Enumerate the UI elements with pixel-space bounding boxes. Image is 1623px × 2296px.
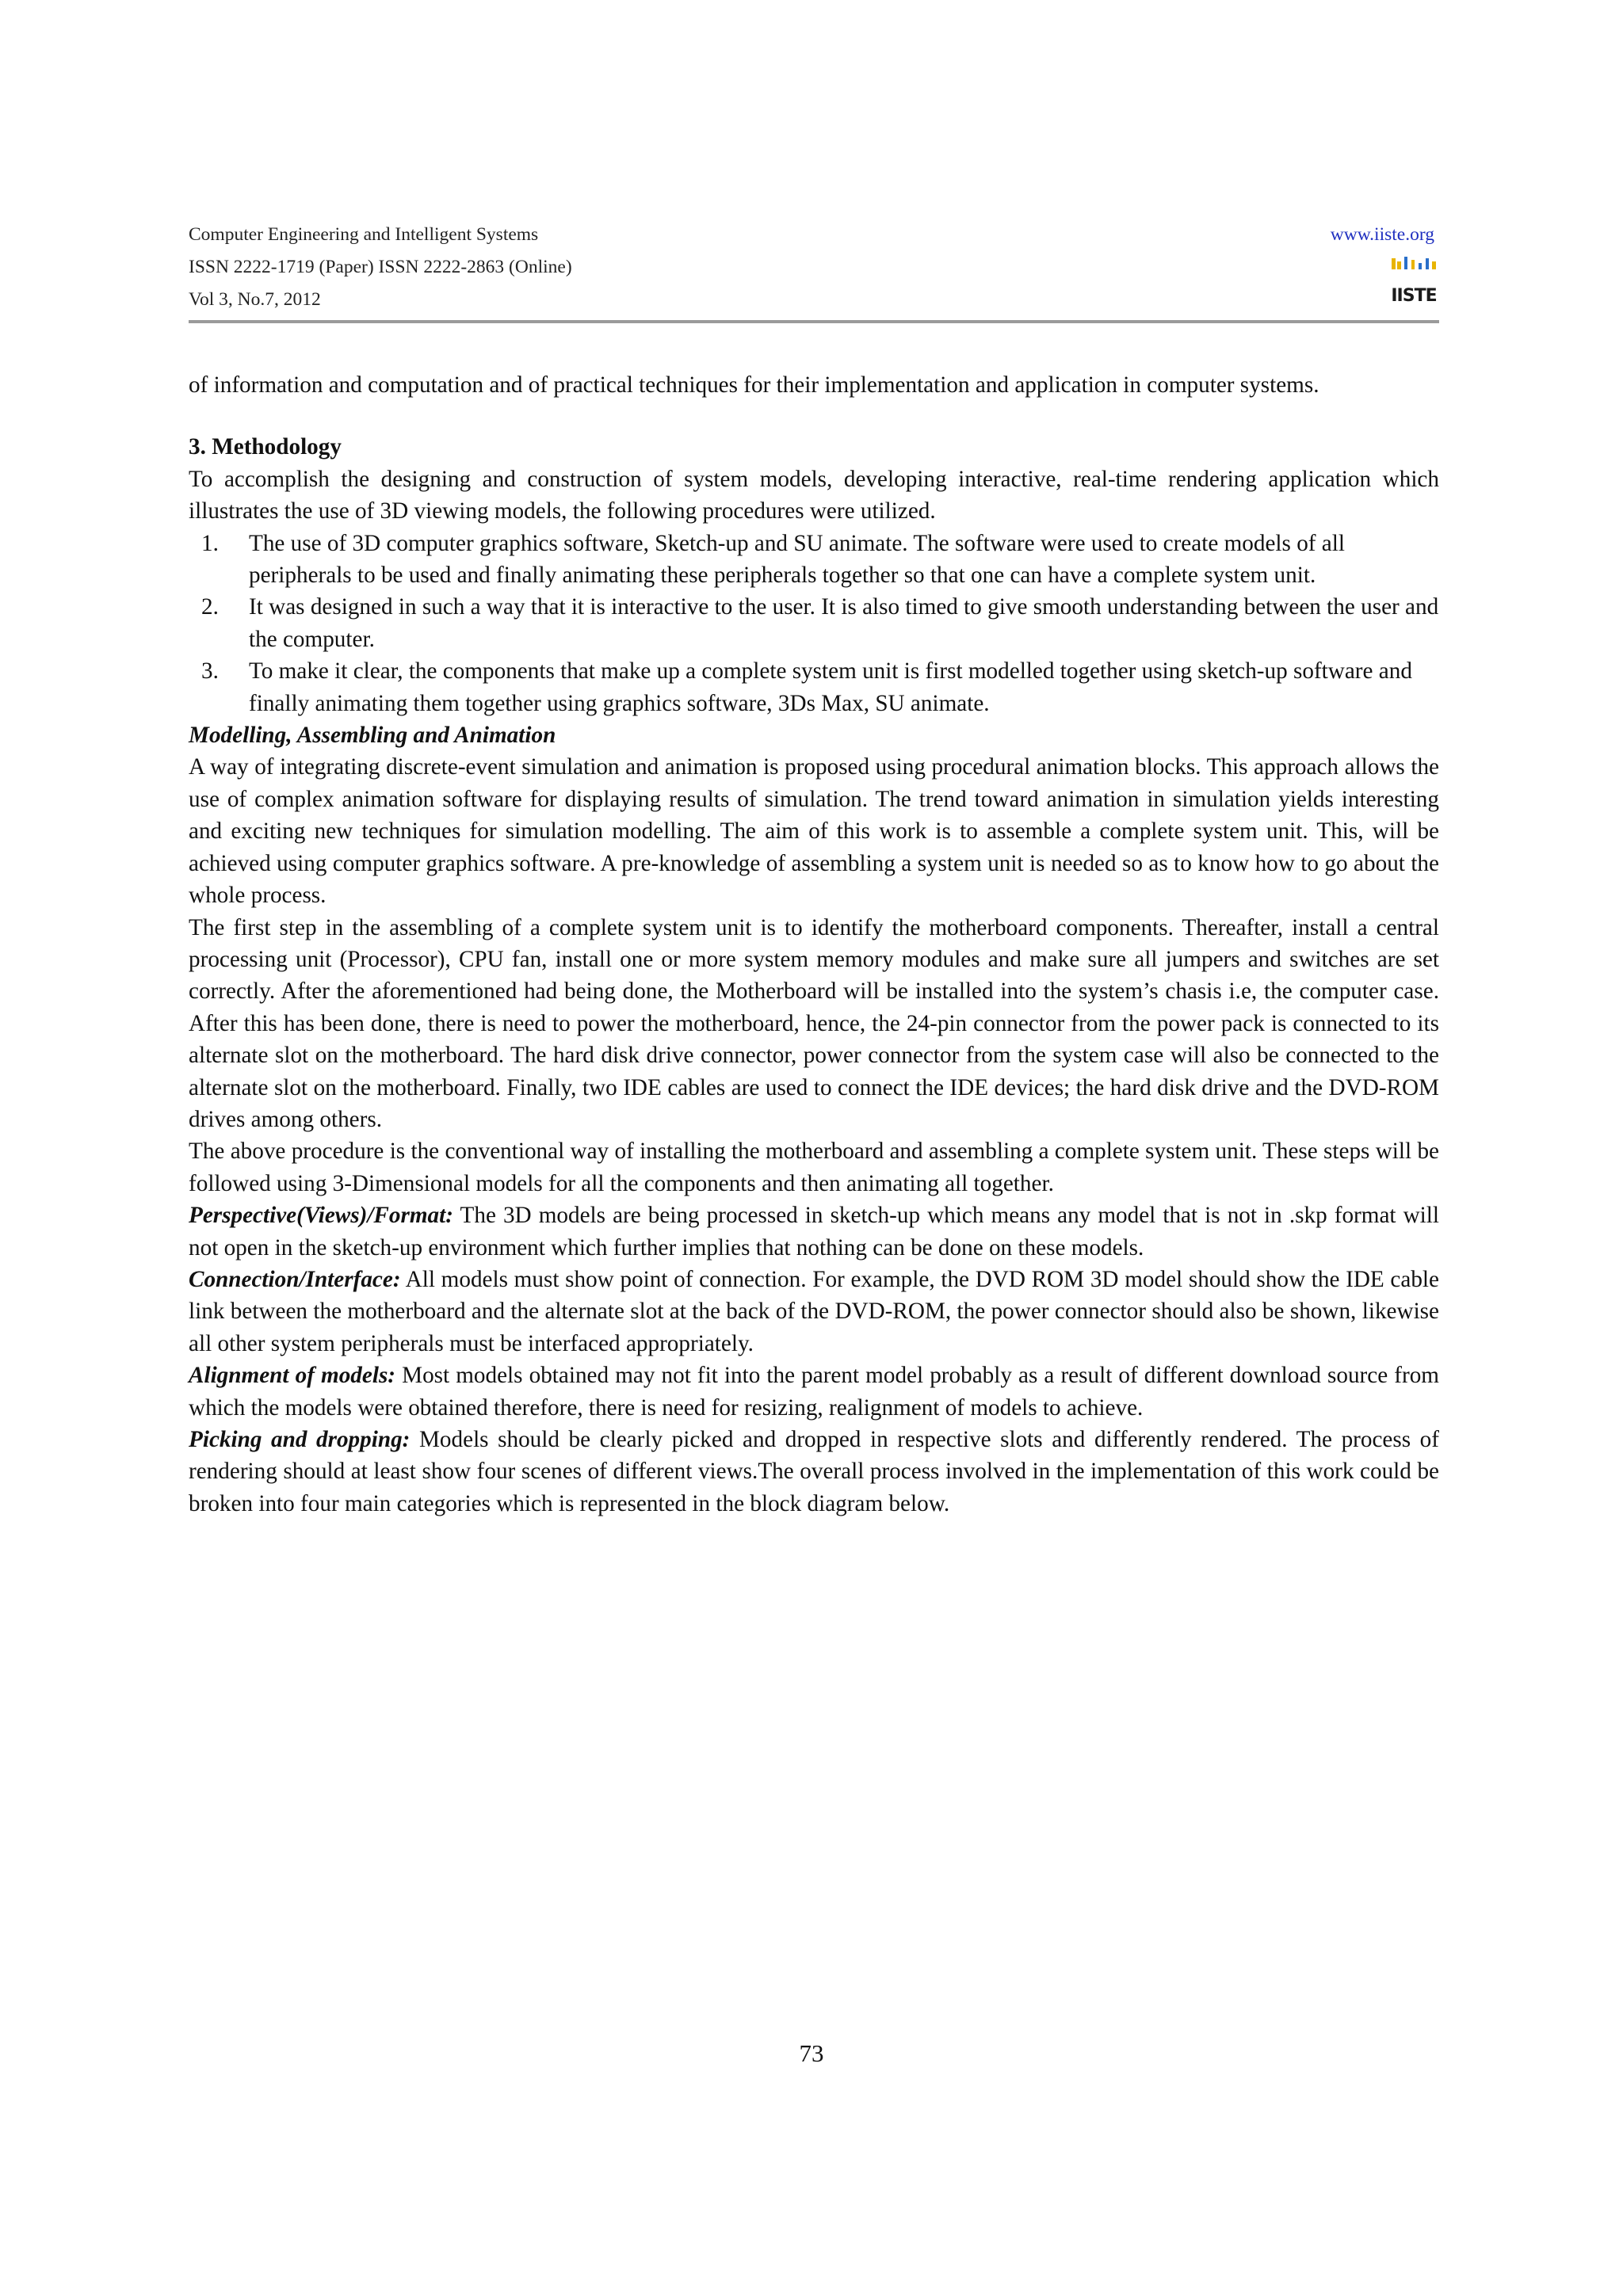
list-item-text: The use of 3D computer graphics software, Sketch-up and SU animate. The software were used to create models of all peripherals to be used and finally animating these peripherals together so that one can have a complete system unit. <box>249 530 1345 589</box>
page-header <box>189 214 1439 325</box>
body-paragraph: The first step in the assembling of a complete system unit is to identify the motherboard components. Thereafter, install a central processing unit (Processor), CPU fan, install one or more system memory modules and make sure all jumpers and switches are set correctly. After the aforementioned had being done, the Motherboard will be installed into the system’s chasis i.e, the computer case. After this has been done, there is need to power the motherboard, hence, the 24-pin connector from the power pack is connected to its alternate slot on the motherboard. The hard disk drive connector, power connector from the system case will also be connected to the alternate slot on the motherboard. Finally, two IDE cables are used to connect the IDE devices; the hard disk drive and the DVD-ROM drives among others. <box>189 914 1439 1132</box>
list-item <box>189 528 1439 592</box>
runin-label: Perspective(Views)/Format: <box>189 1203 453 1229</box>
runin-text: The 3D models are being processed in sketch-up which means any model that is not in .skp format will not open in the sketch-up environment which further implies that nothing can be done on these models. <box>189 1203 1439 1261</box>
methodology-intro: To accomplish the designing and construction of system models, developing interactive, real-time rendering application which illustrates the use of 3D viewing models, the following procedures were utilized. <box>189 466 1439 524</box>
paragraph-gap <box>189 401 1439 431</box>
runin-paragraph-connection <box>189 1264 1439 1360</box>
runin-text: All models must show point of connection. For example, the DVD ROM 3D model should show the IDE cable link between the motherboard and the alternate slot at the back of the DVD-ROM, the power connector should also be shown, likewise all other system peripherals must be interfaced appropriately. <box>189 1266 1439 1356</box>
procedure-list <box>189 528 1439 719</box>
runin-label: Connection/Interface: <box>189 1266 401 1292</box>
journal-issn: ISSN 2222-1719 (Paper) ISSN 2222-2863 (Online) <box>189 257 572 277</box>
page-number: 73 <box>799 2039 824 2067</box>
runin-paragraph-alignment <box>189 1360 1439 1424</box>
header-divider <box>189 320 1439 323</box>
list-item <box>189 655 1439 719</box>
section-heading: 3. Methodology <box>189 434 342 460</box>
logo-text: IISTE <box>1391 286 1437 304</box>
runin-text: Models should be clearly picked and dropped in respective slots and differently rendered. The process of rendering should at least show four scenes of different views.The overall process involved in the implementation of this work could be broken into four main categories which is represented in the block diagram below. <box>189 1427 1439 1516</box>
list-item-number: 3. <box>201 658 219 685</box>
runin-label: Alignment of models: <box>189 1363 396 1389</box>
subsection-heading: Modelling, Assembling and Animation <box>189 723 556 749</box>
iiste-logo-icon <box>1388 254 1439 304</box>
list-item <box>189 591 1439 655</box>
body-paragraph: A way of integrating discrete-event simulation and animation is proposed using procedural animation blocks. This approach allows the use of complex animation software for displaying results of simulation. The trend toward animation in simulation yields interesting and exciting new techniques for simulation modelling. The aim of this work is to assemble a complete system unit. This, will be achieved using computer graphics software. A pre-knowledge of assembling a system unit is needed so as to know how to go about the whole process. <box>189 754 1439 909</box>
list-item-number: 2. <box>201 594 219 620</box>
journal-title: Computer Engineering and Intelligent Systems <box>189 224 539 245</box>
runin-label: Picking and dropping: <box>189 1427 411 1452</box>
runin-paragraph-picking <box>189 1424 1439 1520</box>
journal-url-link[interactable]: www.iiste.org <box>1330 224 1434 245</box>
journal-volume: Vol 3, No.7, 2012 <box>189 289 321 310</box>
runin-paragraph-perspective <box>189 1199 1439 1264</box>
list-item-number: 1. <box>201 530 219 556</box>
intro-continuation: of information and computation and of practical techniques for their implementation and application in computer systems. <box>189 372 1319 398</box>
list-item-text: It was designed in such a way that it is interactive to the user. It is also timed to give smooth understanding between the user and the computer. <box>249 594 1439 652</box>
article-body <box>189 369 1439 1520</box>
list-item-text: To make it clear, the components that make up a complete system unit is first modelled together using sketch-up software and finally animating them together using graphics software, 3Ds Max, SU animate. <box>249 658 1412 716</box>
runin-text: Most models obtained may not fit into the parent model probably as a result of different download source from which the models were obtained therefore, there is need for resizing, realignment of models to achieve. <box>189 1363 1439 1421</box>
body-paragraph: The above procedure is the conventional way of installing the motherboard and assembling a complete system unit. These steps will be followed using 3-Dimensional models for all the components and then animating all together. <box>189 1138 1439 1196</box>
journal-info <box>189 219 572 316</box>
